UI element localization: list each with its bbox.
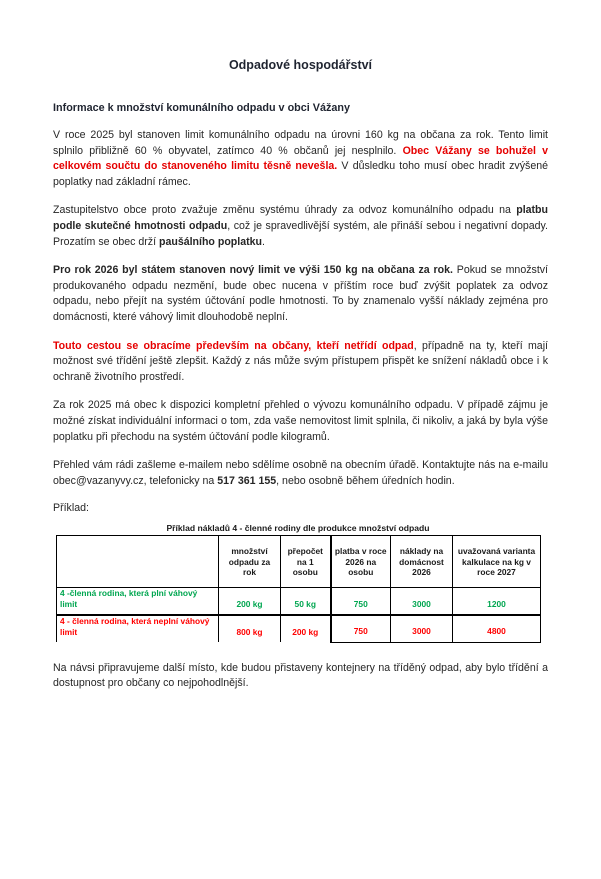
paragraph-contact <box>53 458 548 489</box>
paragraph-limit-2026 <box>53 263 548 325</box>
row-label: 4 - členná rodina, která neplní váhový limit <box>57 615 219 642</box>
paragraph-text: Pokud se množství produkovaného odpadu nezmění, bude obec nucena v příštím roce buď zvýšit poplatek za odvoz odpadu, nebo přejít na systém účtování podle hmotnosti. To by znamenalo vyšší náklady zejména pro domácnosti, které váhový limit dlouhodobě neplní. <box>53 264 548 323</box>
cell-household-cost: 3000 <box>391 615 453 642</box>
paragraph-appeal <box>53 339 548 386</box>
cell-variant: 1200 <box>453 588 541 616</box>
header-cell-per-person: přepočet na 1 osobu <box>281 536 331 588</box>
cell-per-person: 200 kg <box>281 615 331 642</box>
paragraph-text: V roce 2025 byl stanoven limit komunálního odpadu na úrovni 160 kg na občana za rok. Tento limit splnilo přibližně 60 % obyvatel, zatímco 40 % občanů jej nesplnilo. <box>53 129 548 157</box>
emphasis-text: paušálního poplatku <box>158 235 262 248</box>
cell-variant: 4800 <box>453 615 541 642</box>
paragraph-text: , případně na ty, kteří mají možnost své třídění ještě zlepšit. Každý z nás může svým přístupem přispět ke snížení nákladů obce i k ochraně životního prostředí. <box>53 339 549 383</box>
paragraph-text: , telefonicky na <box>143 474 218 487</box>
header-cell-payment-2026: platba v roce 2026 na osobu <box>331 536 391 588</box>
warning-text: Obec Vážany se bohužel v celkovém součtu do stanoveného limitu těsně nevešla. <box>53 144 549 173</box>
cell-amount: 200 kg <box>219 588 281 616</box>
header-cell-amount-per-year: množství odpadu za rok <box>219 536 281 588</box>
example-label: Příklad: <box>53 502 89 515</box>
cell-payment: 750 <box>331 588 391 616</box>
paragraph-text: Přehled vám rádi zašleme e-mailem nebo sdělíme osobně na obecním úřadě. Kontaktujte nás na e-mailu <box>53 459 548 472</box>
paragraph-closing: Na návsi připravujeme další místo, kde budou přistaveny kontejnery na tříděný odpad, aby bylo třídění a dostupnost pro občany co nejpohodlnější. <box>53 661 548 690</box>
paragraph-text: . <box>261 235 265 248</box>
header-cell-empty <box>57 536 219 588</box>
emphasis-text: Pro rok 2026 byl státem stanoven nový limit ve výši 150 kg na občana za rok. <box>53 264 453 277</box>
paragraph-overview <box>53 398 548 445</box>
phone-number: 517 361 155 <box>217 474 277 487</box>
cell-per-person: 50 kg <box>281 588 331 616</box>
table-header-row <box>57 536 541 588</box>
paragraph-limit-2025 <box>53 128 548 190</box>
emphasis-text: platbu podle skutečné hmotnosti odpadu <box>53 204 548 232</box>
document-title: Odpadové hospodářství <box>228 58 373 72</box>
table-row-exceeds-limit <box>57 615 541 642</box>
header-cell-variant-2027: uvažovaná varianta kalkulace na kg v roce 2027 <box>453 536 541 588</box>
email-text: obec@vazanyvy.cz <box>53 474 144 487</box>
section-heading: Informace k množství komunálního odpadu v obci Vážany <box>53 102 350 114</box>
row-label: 4 -členná rodina, která plní váhový limit <box>57 588 219 616</box>
table-row-meets-limit <box>57 588 541 616</box>
header-cell-household-cost-2026: náklady na domácnost 2026 <box>391 536 453 588</box>
paragraph-text: Za rok 2025 má obec k dispozici kompletní přehled o vývozu komunálního odpadu. V případě zájmu je možné získat individuální informaci o tom, zda vaše nemovitost limit splnila, či nikoliv, a jaká by byla výše poplatku při přechodu na systém účtování podle kilogramů. <box>53 399 548 443</box>
cell-amount: 800 kg <box>219 615 281 642</box>
table-title: Příklad nákladů 4 - členné rodiny dle produkce množství odpadu <box>166 523 430 534</box>
cell-household-cost: 3000 <box>391 588 453 616</box>
paragraph-payment-system <box>53 203 548 250</box>
paragraph-text: V důsledku toho musí obec hradit zvýšené poplatky nad základní rámec. <box>53 160 548 188</box>
cell-payment: 750 <box>331 615 391 642</box>
cost-table-wrapper <box>56 523 540 643</box>
paragraph-text: , nebo osobně během úředních hodin. <box>276 474 455 487</box>
paragraph-text: , což je spravedlivější systém, ale přináší sebou i negativní dopady. Prozatím se obec drží <box>53 219 548 248</box>
paragraph-text: Zastupitelstvo obce proto zvažuje změnu systému úhrady za odvoz komunálního odpadu na <box>53 204 517 217</box>
cost-table <box>56 535 541 643</box>
warning-text: Touto cestou se obracíme především na občany, kteří netřídí odpad <box>53 339 414 352</box>
